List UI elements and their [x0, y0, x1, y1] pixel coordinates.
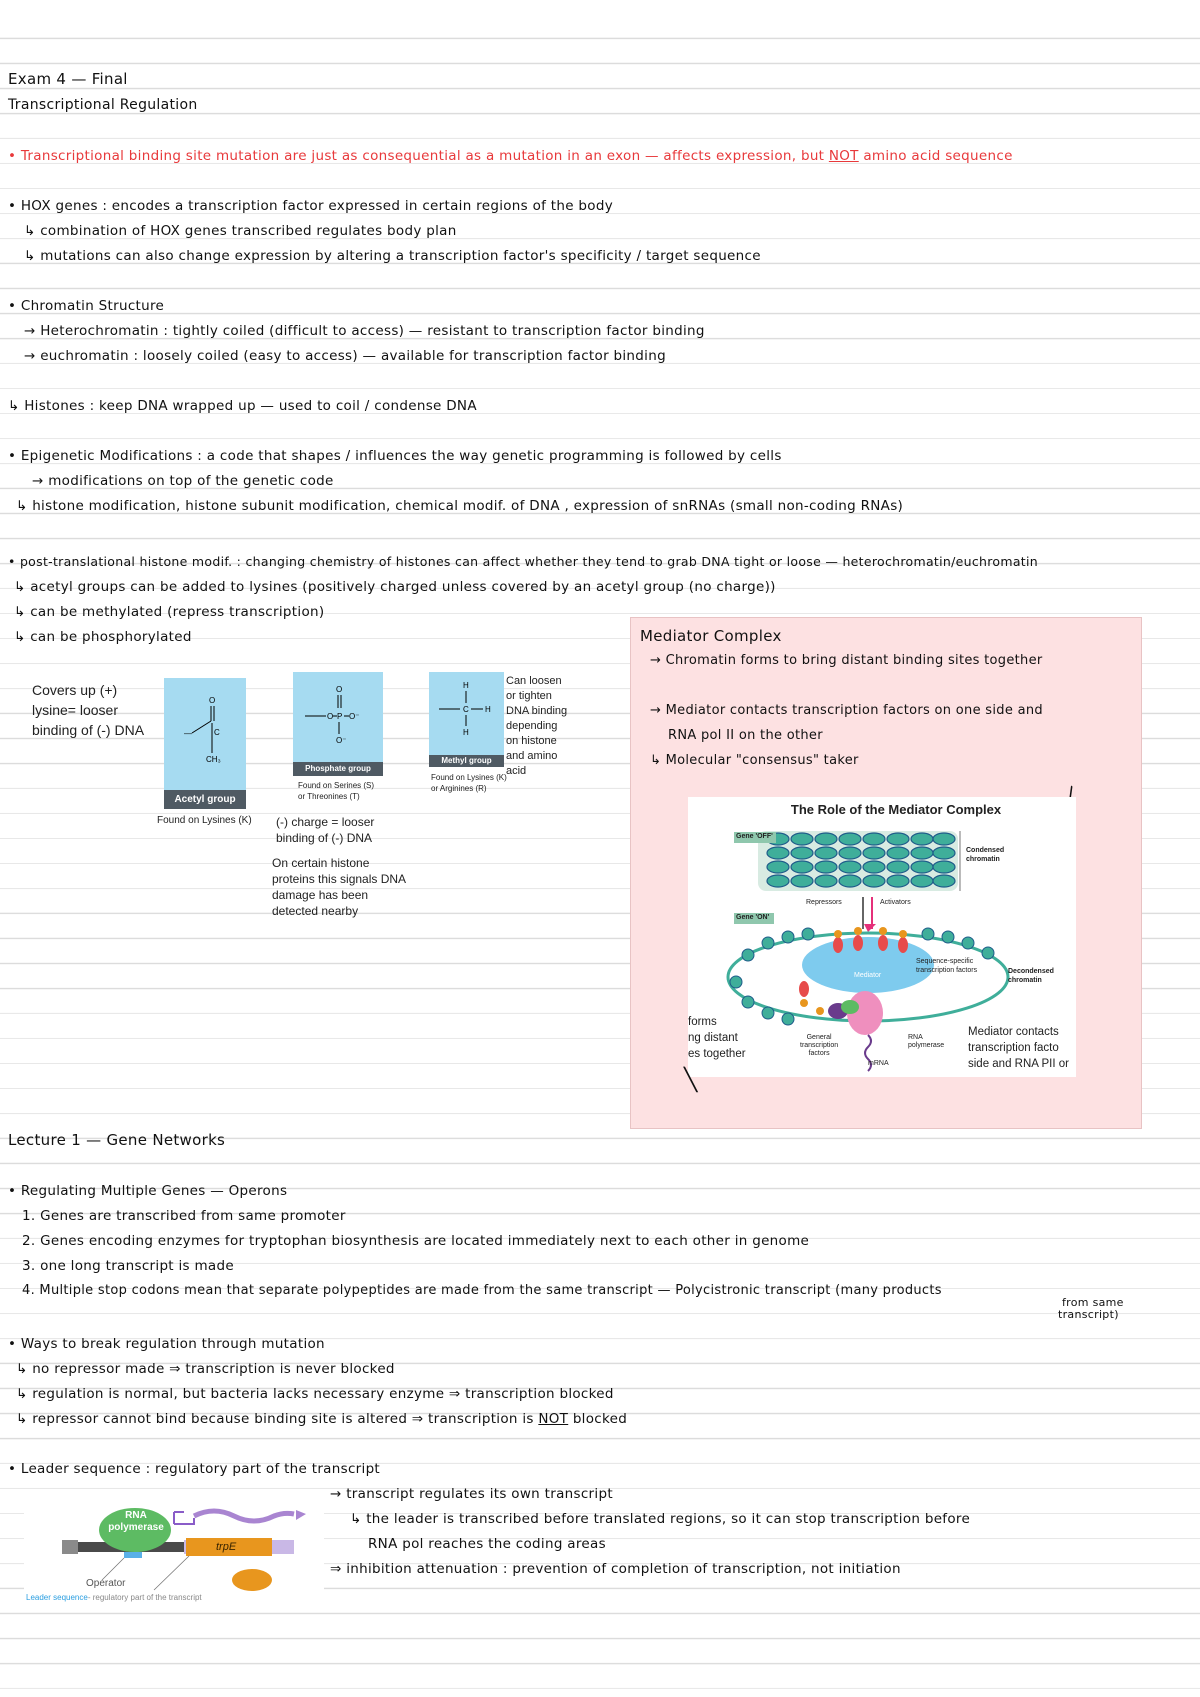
svg-text:C: C: [463, 705, 469, 714]
mediator-line-3: RNA pol II on the other: [668, 728, 823, 743]
svg-text:P: P: [337, 712, 343, 721]
operons-item-4c: transcript): [1058, 1308, 1119, 1321]
leader-diagram: [24, 1490, 324, 1605]
leader-line-3: RNA pol reaches the coding areas: [368, 1536, 606, 1552]
ways-title: • Ways to break regulation through mutation: [8, 1336, 325, 1352]
leader-line-4: ⇒ inhibition attenuation : prevention of completion of transcription, not initiation: [330, 1561, 901, 1577]
operons-item-1: 1. Genes are transcribed from same promoter: [22, 1208, 346, 1224]
gene-off-label: Gene 'OFF': [736, 833, 773, 840]
condensed-label: Condensed chromatin: [966, 847, 1005, 863]
activators-label: Activators: [880, 899, 911, 906]
rna-pol-label: RNA polymerase: [108, 1510, 164, 1533]
svg-text:CH₃: CH₃: [206, 755, 221, 764]
chromatin-line-1: → Heterochromatin : tightly coiled (difficult to access) — resistant to transcription factor binding: [24, 323, 705, 339]
svg-text:H: H: [463, 728, 469, 737]
operons-item-4: 4. Multiple stop codons mean that separate polypeptides are made from the same transcript — Polycistronic transcript (many products: [22, 1283, 942, 1298]
svg-text:H: H: [463, 681, 469, 690]
hox-line-1: • HOX genes : encodes a transcription factor expressed in certain regions of the body: [8, 198, 614, 214]
svg-text:O: O: [327, 712, 334, 721]
phosphate-structure: [293, 672, 383, 758]
histones-line: ↳ Histones : keep DNA wrapped up — used to coil / condense DNA: [8, 398, 477, 414]
post-line-4: ↳ can be phosphorylated: [14, 629, 192, 645]
svg-text:O: O: [209, 696, 216, 705]
ways-line-2: ↳ regulation is normal, but bacteria lacks necessary enzyme ⇒ transcription blocked: [16, 1386, 614, 1402]
mediator-title: Mediator Complex: [640, 627, 782, 645]
mediator-graphic: [802, 937, 934, 993]
right-caption: Mediator contacts transcription facto side and RNA PII or: [968, 1026, 1069, 1070]
operator-label: Operator: [86, 1578, 126, 1589]
seq-specific-label: Sequence-specific transcription factors: [916, 958, 978, 974]
methyl-found-1: Found on Lysines (K): [431, 773, 507, 782]
epigenetic-line-2: → modifications on top of the genetic code: [32, 473, 334, 489]
condensed-chromatin-graphic: [758, 831, 960, 891]
leader-line-1: → transcript regulates its own transcript: [330, 1486, 613, 1502]
acetyl-structure: [164, 678, 246, 790]
post-line-2: ↳ acetyl groups can be added to lysines (positively charged unless covered by an acetyl group (no charge)): [14, 579, 776, 595]
notebook-page: Exam 4 — Final Transcriptional Regulation • Transcriptional binding site mutation are just as consequential as a mutation in an exon — affects expression, but NOT amino acid sequence • HOX genes : encodes a transcription factor expressed in certain regions of the body ↳ combination of HOX genes transcribed regulates body plan ↳ mutations can also change expression by altering a transcription factor's specificity / target sequence • Chromatin Structure → Heterochromatin : tightly coiled (difficult to access) — resistant to transcription factor binding → euchromatin : loosely coiled (easy to access) — available for transcription factor binding ↳ Histones : keep DNA wrapped up — used to coil / condense DNA • Epigenetic Modifications : a code that shapes / influences the way genetic programming is followed by cells → modifications on top of the genetic code ↳ histone modification, histone subunit modification, chemical modif. of DNA , expression of snRNAs (small non-coding RNAs) • post-translational histone modif. : changing chemistry of histones can affect whether they tend to grab DNA tight or loose — heterochromatin/euchromatin ↳ acetyl groups can be added to lysines (positively charged unless covered by an acetyl group (no charge)) ↳ can be methylated (repress transcription) ↳ can be phosphorylated Covers up (+) lysine= looser binding of (-) DNA O — CH₃ C Acetyl group Found on Lysines (K) O O P O⁻ O⁻ Phosphate group Found on Serines (S) or Threonines (T) (-) charge = looser binding of (-) DNA On certain histone proteins this signals DNA damage has been detected nearby H C H H Methyl group Found on Lysines (K) or Arginines (R) Can loosen or tighten DNA binding depending on histone and amino acid Mediator Complex → Chromatin forms to bring distant binding sites together → Mediator contacts transcription factors on one side and RNA pol II on the other ↳ Molecular "consensus" taker The Role of the Mediator Complex Gene 'OFF' Gene 'ON' Condensed chromatin Repressors Activators Sequence-specific transcription factors Decondensed chromatin Mediator General transcription factors RNA polymerase mRNA forms ng distant es together Mediator contacts transcription facto side and RNA PII or ╲ Lecture 1 — Gene Networks • Regulating Multiple Genes — Operons 1. Genes are transcribed from same promoter 2. Genes encoding enzymes for tryptophan biosynthesis are located immediately next to each other in genome 3. one long transcript is made 4. Multiple stop codons mean that separate polypeptides are made from the same transcript — Polycistronic transcript (many products from same transcript) • Ways to break regulation through mutation ↳ no repressor made ⇒ transcription is never blocked ↳ regulation is normal, but bacteria lacks necessary enzyme ⇒ transcription blocked ↳ repressor cannot bind because binding site is altered ⇒ transcription is NOT blocked • Leader sequence : regulatory part of the transcript → transcript regulates its own transcript ↳ the leader is transcribed before translated regions, so it can stop transcription before RNA pol reaches the coding areas ⇒ inhibition attenuation : prevention of completion of transcription, not initiation RNA polymerase trpE Operator Leader sequence- regulatory part of the transcript: [0, 0, 1200, 1697]
operons-title: • Regulating Multiple Genes — Operons: [8, 1183, 288, 1199]
gene-on-label: Gene 'ON': [736, 914, 770, 921]
leader-seq-label: Leader sequence- regulatory part of the transcript: [26, 1593, 202, 1602]
phosphate-label: Phosphate group: [293, 762, 383, 776]
svg-text:C: C: [214, 728, 220, 737]
rna-pol-label: RNA polymerase: [908, 1034, 945, 1049]
mediator-line-4: ↳ Molecular "consensus" taker: [650, 753, 859, 768]
phosphate-card: [293, 672, 383, 776]
svg-text:O: O: [336, 685, 343, 694]
trpE-label: trpE: [216, 1541, 237, 1553]
mediator-line-1: → Chromatin forms to bring distant binding sites together: [650, 653, 1043, 668]
hox-line-2: ↳ combination of HOX genes transcribed regulates body plan: [24, 223, 457, 239]
operons-item-3: 3. one long transcript is made: [22, 1258, 234, 1274]
epigenetic-line-3: ↳ histone modification, histone subunit modification, chemical modif. of DNA , expression of snRNAs (small non-coding RNAs): [16, 498, 904, 514]
acetyl-found: Found on Lysines (K): [157, 815, 252, 826]
general-tf-label: General transcription factors: [800, 1034, 839, 1057]
decondensed-label: Decondensed chromatin: [1008, 968, 1054, 984]
svg-text:O⁻: O⁻: [349, 712, 360, 721]
ways-line-3: ↳ repressor cannot bind because binding site is altered ⇒ transcription is NOT blocked: [16, 1411, 628, 1427]
acetyl-label: Acetyl group: [164, 790, 246, 809]
svg-text:H: H: [485, 705, 491, 714]
mediator-line-2: → Mediator contacts transcription factors on one side and: [650, 703, 1043, 718]
leader-figure: [24, 1490, 324, 1605]
phosphate-found-1: Found on Serines (S): [298, 781, 375, 790]
hox-line-3: ↳ mutations can also change expression by altering a transcription factor's specificity / target sequence: [24, 248, 761, 264]
left-caption: forms ng distant es together: [688, 1016, 746, 1060]
chromatin-line-2: → euchromatin : loosely coiled (easy to access) — available for transcription factor binding: [24, 348, 666, 364]
mediator-figure: [688, 797, 1076, 1077]
post-line-3: ↳ can be methylated (repress transcription): [14, 604, 325, 620]
methyl-found-2: or Arginines (R): [431, 784, 487, 793]
chromatin-title: • Chromatin Structure: [8, 298, 165, 314]
leader-line-2: ↳ the leader is transcribed before translated regions, so it can stop transcription before: [350, 1511, 971, 1527]
red-note: • Transcriptional binding site mutation are just as consequential as a mutation in an exon — affects expression, but NOT amino acid sequence: [8, 148, 1013, 164]
post-line-1: • post-translational histone modif. : changing chemistry of histones can affect whether they tend to grab DNA tight or loose — heterochromatin/euchromatin: [8, 554, 1038, 569]
operons-item-4b: from same: [1062, 1296, 1124, 1309]
svg-text:—: —: [184, 729, 192, 738]
epigenetic-line-1: • Epigenetic Modifications : a code that shapes / influences the way genetic programming is followed by cells: [8, 448, 782, 464]
methyl-label: Methyl group: [429, 755, 504, 767]
ways-line-1: ↳ no repressor made ⇒ transcription is never blocked: [16, 1361, 395, 1377]
page-title: Exam 4 — Final: [8, 70, 128, 88]
mediator-label: Mediator: [854, 972, 882, 979]
methyl-structure: [429, 672, 504, 750]
operons-item-2: 2. Genes encoding enzymes for tryptophan biosynthesis are located immediately next to each other in genome: [22, 1233, 810, 1249]
lecture-title: Lecture 1 — Gene Networks: [8, 1131, 226, 1149]
page-subtitle: Transcriptional Regulation: [8, 97, 198, 113]
mediator-figure-title: The Role of the Mediator Complex: [790, 802, 1002, 817]
leader-title: • Leader sequence : regulatory part of the transcript: [8, 1461, 381, 1477]
repressors-label: Repressors: [806, 899, 842, 906]
mrna-label: mRNA: [868, 1060, 889, 1067]
ink-stroke-2: ╲: [684, 1068, 698, 1093]
svg-text:O⁻: O⁻: [336, 736, 347, 745]
phosphate-found-2: or Threonines (T): [298, 792, 360, 801]
methyl-card: [429, 672, 504, 767]
